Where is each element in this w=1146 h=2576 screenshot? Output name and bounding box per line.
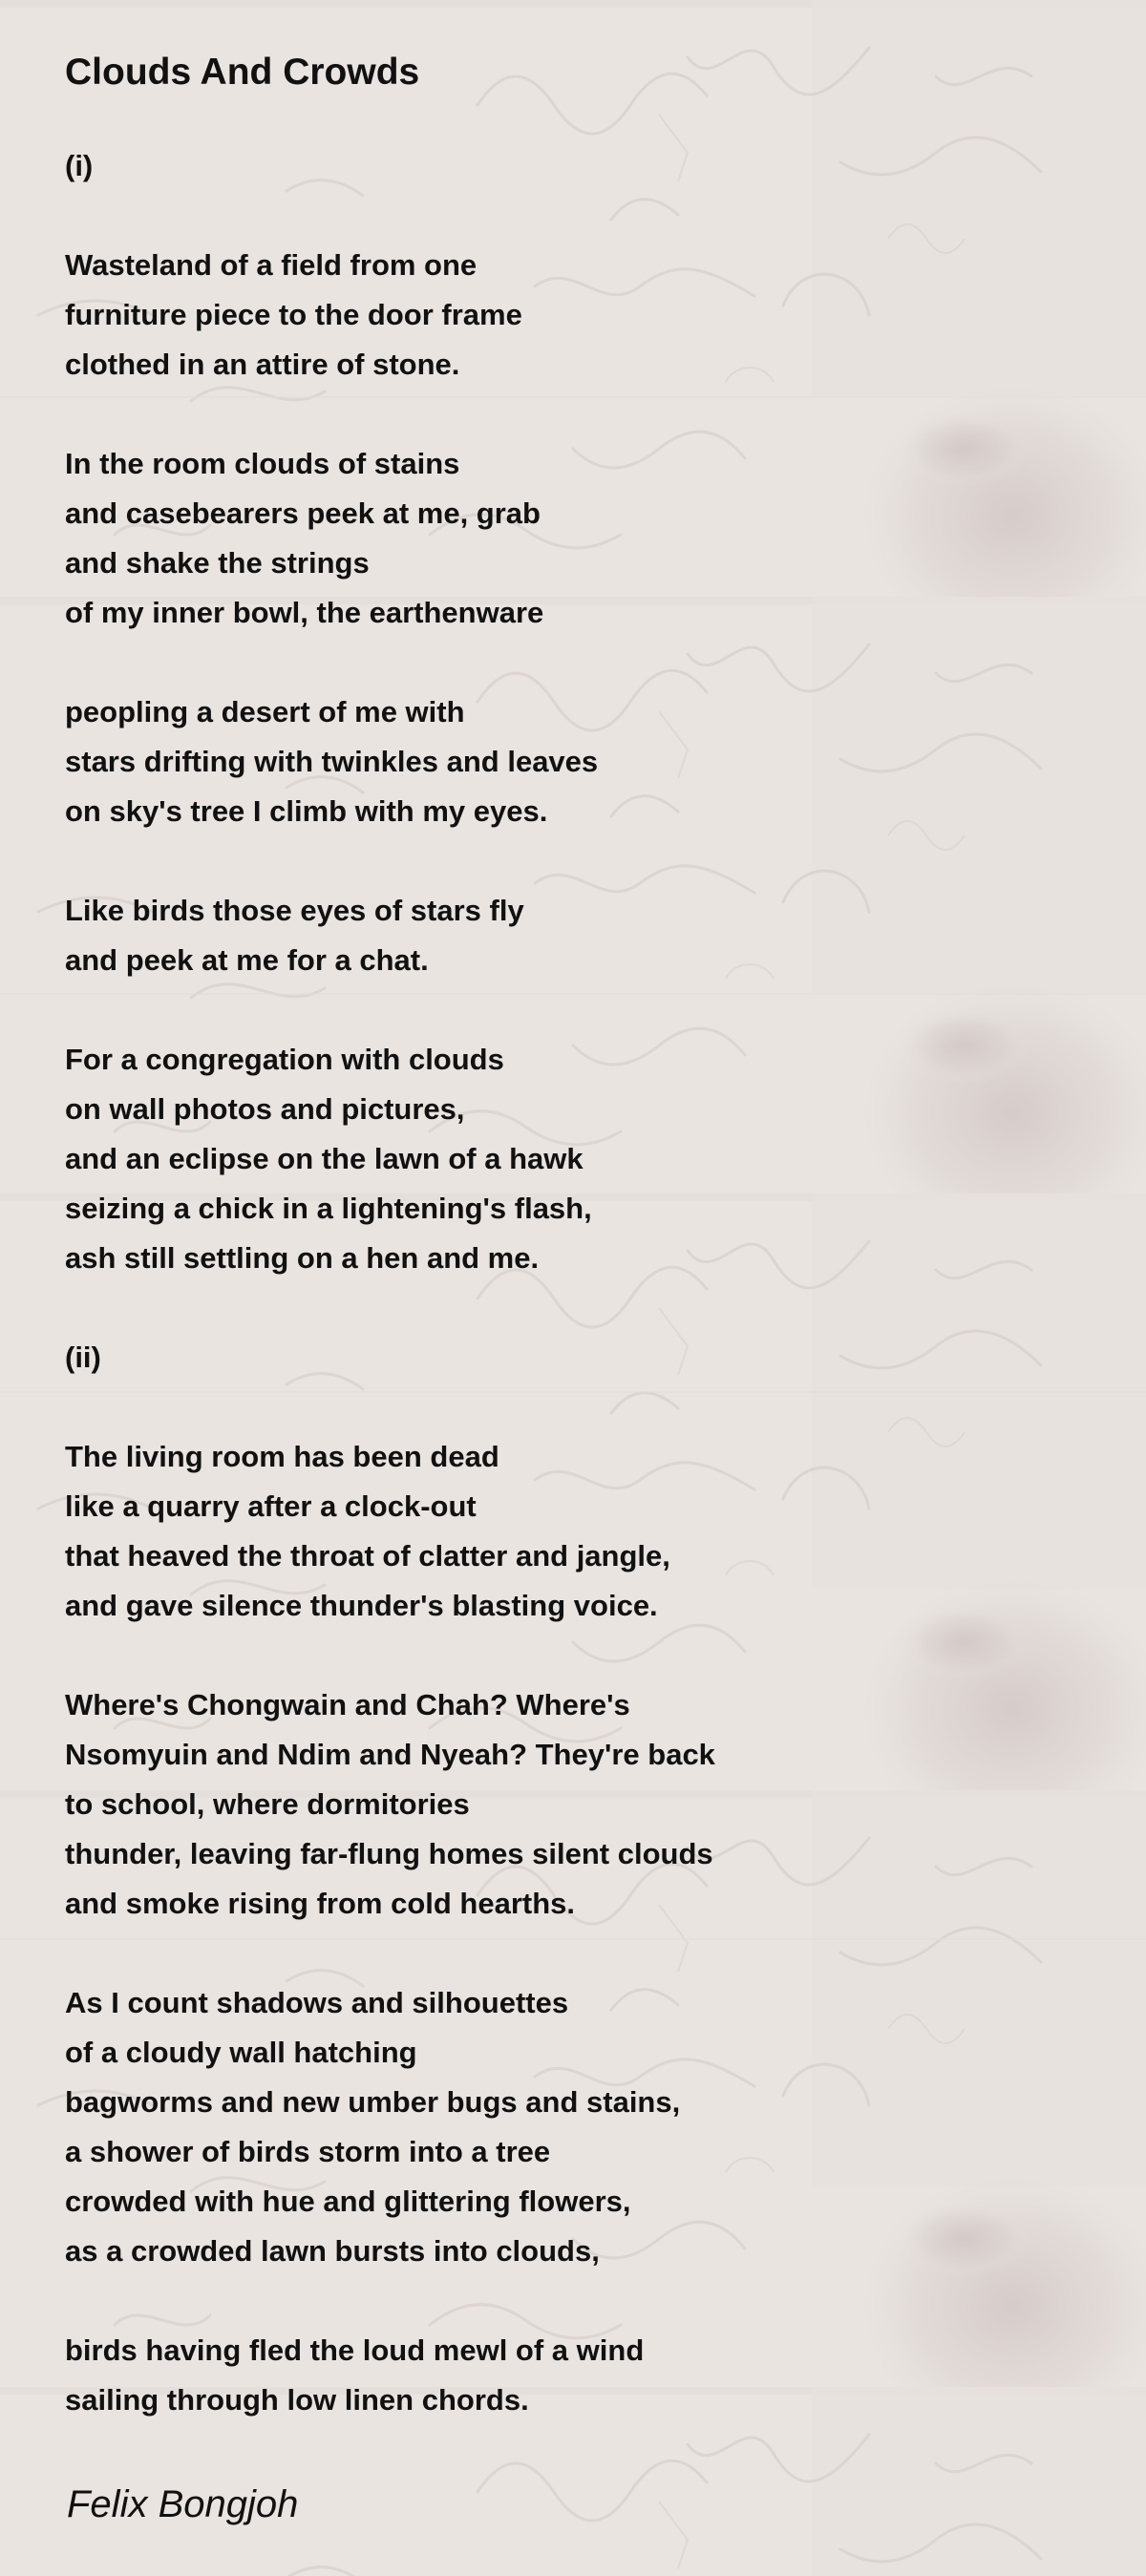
poem-line: seizing a chick in a lightening's flash, (65, 1192, 592, 1225)
stanza-break (65, 191, 715, 241)
poem-line: ash still settling on a hen and me. (65, 1241, 540, 1275)
poem-line: on sky's tree I climb with my eyes. (65, 794, 548, 828)
poem-line: of my inner bowl, the earthenware (65, 596, 544, 629)
poem-line: and smoke rising from cold hearths. (65, 1887, 576, 1920)
poem-line: Like birds those eyes of stars fly (65, 894, 524, 927)
stanza-break (65, 2276, 715, 2326)
poem-line: For a congregation with clouds (65, 1043, 504, 1076)
stanza-break (65, 985, 715, 1035)
stanza-break (65, 390, 715, 439)
poem-line: of a cloudy wall hatching (65, 2036, 417, 2069)
poem-line: like a quarry after a clock-out (65, 1489, 477, 1523)
poem-line: as a crowded lawn bursts into clouds, (65, 2234, 600, 2268)
poem-line: crowded with hue and glittering flowers, (65, 2185, 631, 2218)
poem-line: a shower of birds storm into a tree (65, 2135, 551, 2168)
poem-line: and peek at me for a chat. (65, 943, 429, 977)
poem-line: birds having fled the loud mewl of a wind (65, 2333, 645, 2367)
poem-line: peopling a desert of me with (65, 695, 465, 728)
poem-line: thunder, leaving far-flung homes silent clouds (65, 1837, 713, 1870)
poem-line: and an eclipse on the lawn of a hawk (65, 1142, 584, 1175)
poem-line: and casebearers peek at me, grab (65, 496, 541, 530)
poem-line: (i) (65, 149, 94, 182)
poem-title: Clouds And Crowds (65, 52, 420, 93)
poem-line: Nsomyuin and Ndim and Nyeah? They're back (65, 1738, 715, 1771)
poem-line: furniture piece to the door frame (65, 298, 522, 331)
poem-line: The living room has been dead (65, 1440, 499, 1473)
poem-line: As I count shadows and silhouettes (65, 1986, 569, 2019)
poem-line: stars drifting with twinkles and leaves (65, 745, 599, 778)
stanza-break (65, 836, 715, 886)
poem-author: Felix Bongjoh (67, 2483, 299, 2525)
poem-line: on wall photos and pictures, (65, 1092, 465, 1126)
poem-line: In the room clouds of stains (65, 447, 460, 480)
poem-line: and shake the strings (65, 546, 370, 580)
poem-line: and gave silence thunder's blasting voice. (65, 1589, 658, 1622)
poem-line: bagworms and new umber bugs and stains, (65, 2085, 681, 2119)
poem-line: that heaved the throat of clatter and jangle, (65, 1539, 670, 1573)
poem-line: to school, where dormitories (65, 1787, 470, 1821)
poem-line: clothed in an attire of stone. (65, 348, 460, 381)
poem-line: Wasteland of a field from one (65, 248, 478, 282)
poem-line: sailing through low linen chords. (65, 2383, 529, 2417)
poem-line: (ii) (65, 1341, 101, 1374)
poem-line: Where's Chongwain and Chah? Where's (65, 1688, 630, 1721)
stanza-break (65, 1283, 715, 1333)
stanza-break (65, 1929, 715, 1978)
poem-body (65, 141, 715, 2425)
stanza-break (65, 638, 715, 687)
stanza-break (65, 1631, 715, 1680)
stanza-break (65, 1383, 715, 1432)
